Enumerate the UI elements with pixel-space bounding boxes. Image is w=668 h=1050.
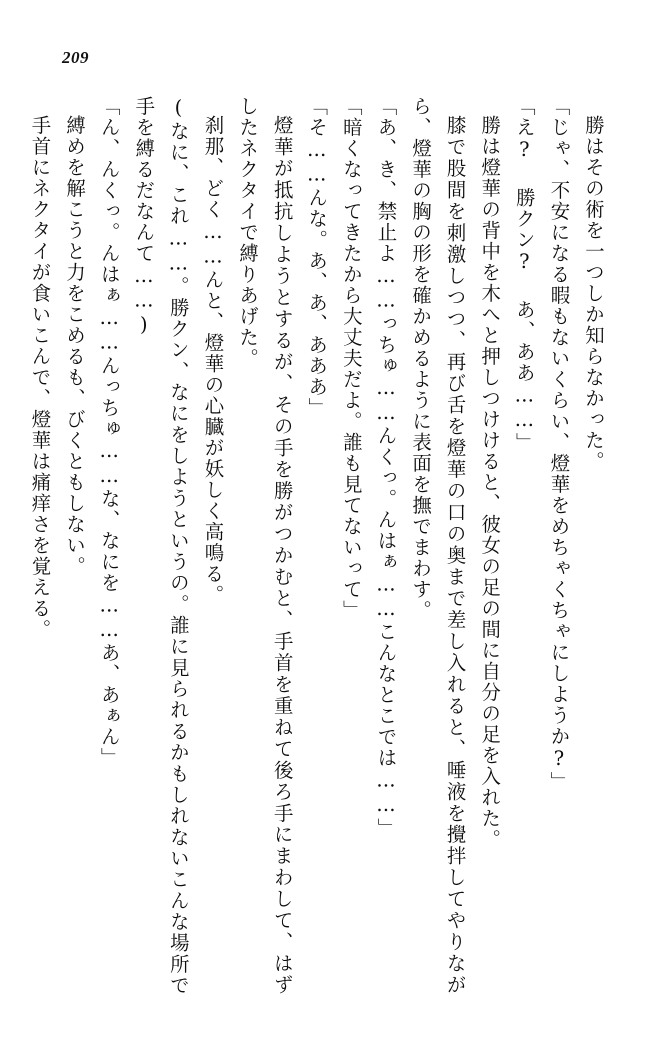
body-paragraph: 「あ、き、禁止よ……っちゅ……んくっ。んはぁ……こんなとこでは……」 xyxy=(374,96,398,839)
body-paragraph: 縛めを解こうと力をこめるも、びくともしない。 xyxy=(63,115,87,578)
body-paragraph: 燈華が抵抗しようとするが、その手を勝がつかむと、手首を重ねて後ろ手にまわして、はずしたネクタイで縛りあげた。 xyxy=(236,96,294,996)
body-paragraph: 「そ……んな。あ、あ、あああ」 xyxy=(305,96,329,419)
body-paragraph: 「ん、んくっ。んはぁ……んっちゅ……な、なにを……あ、あぁん」 xyxy=(97,96,121,769)
body-paragraph: 刹那、どく……んと、燈華の心臓が妖しく高鳴る。 xyxy=(201,115,225,606)
body-paragraph: 「暗くなってきたから大丈夫だよ。誰も見てないって」 xyxy=(339,96,363,621)
body-paragraph: 手首にネクタイが食いこんで、燈華は痛痒さを覚える。 xyxy=(28,115,52,641)
page-number: 209 xyxy=(62,48,89,67)
body-paragraph: (なに、これ……。勝クン、なにをしようというの。誰に見られるかもしれないこんな場所で手を縛るだなんて……) xyxy=(132,96,190,996)
page-body-text xyxy=(28,96,610,996)
body-paragraph: 「じゃ、不安になる暇もないくらい、燈華をめちゃくちゃにしようか?」 xyxy=(547,96,571,793)
body-paragraph: 勝は燈華の背中を木へと押しつけけると、彼女の足の間に自分の足を入れた。 xyxy=(478,115,502,851)
body-paragraph: 勝はその術を一つしか知らなかった。 xyxy=(582,115,605,473)
body-paragraph: 膝で股間を刺激しつつ、再び舌を燈華の口の奥まで差し入れると、唾液を攪拌してやりながら、燈華の胸の形を確かめるように表面を撫でまわす。 xyxy=(409,96,467,996)
body-paragraph: 「え? 勝クン? あ、ああ……」 xyxy=(512,96,536,454)
